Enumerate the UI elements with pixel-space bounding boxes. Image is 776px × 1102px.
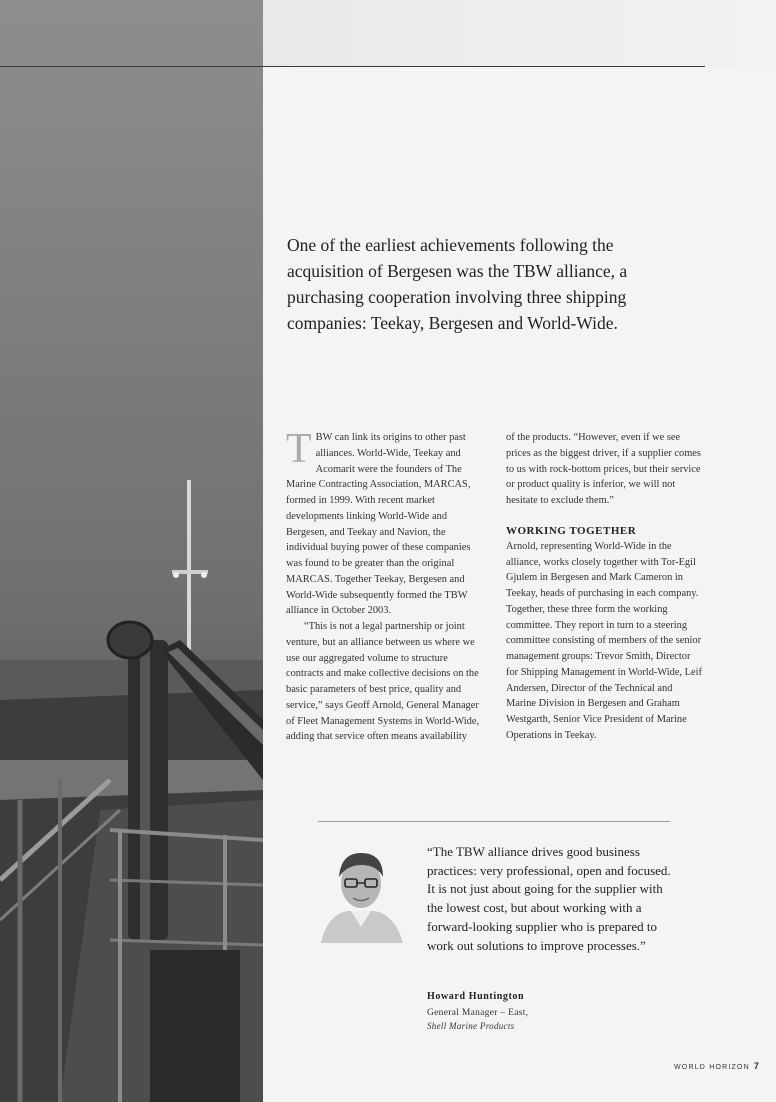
top-band <box>263 0 776 66</box>
person-portrait-illustration <box>317 843 405 943</box>
section-heading: WORKING TOGETHER <box>506 524 637 537</box>
paragraph: “This is not a legal partnership or joint venture, but an alliance between us where we use our aggregated volume to structure contracts and make collective decisions on the basic parameters of best price, quality and service,” says Geoff Arnold, General Manager of Fleet Management Systems in World-Wide, adding that service often means availability <box>286 621 480 743</box>
paragraph: of the products. “However, even if we see prices as the biggest driver, if a supplier comes to us with rock-bottom prices, but their service or product quality is inferior, we will not hesitate to exclude them.” <box>506 432 701 506</box>
paragraph: Arnold, representing World-Wide in the alliance, works closely together with Tor-Egil Gjulem in Bergesen and Mark Cameron in Teekay, heads of purchasing in each company. Together, these three form the working committee. They report in turn to a steering committee consisting of members of the senior management groups: Trevor Smith, Director for Shipping Management in World-Wide, Leif Andersen, Director of the Technical and Marine Division in Bergesen and Graham Westgarth, Senior Vice President of Marine Operations in Teekay. <box>506 540 702 741</box>
page-footer <box>674 1061 759 1071</box>
top-rule <box>0 66 705 67</box>
page-number: 7 <box>753 1061 759 1071</box>
publication-name: WORLD HORIZON <box>674 1064 750 1071</box>
ship-deck-photo <box>0 0 263 1102</box>
quote-author-company: Shell Marine Products <box>427 1021 515 1031</box>
headline: One of the earliest achievements following the acquisition of Bergesen was the TBW alliance, a purchasing cooperation involving three shipping companies: Teekay, Bergesen and World-Wide. <box>287 235 628 333</box>
portrait-photo <box>317 843 405 943</box>
article-column-left <box>286 426 484 745</box>
drop-cap: T <box>286 426 312 472</box>
quote-author-role: General Manager – East, <box>427 1008 529 1018</box>
quote-divider <box>318 821 670 822</box>
quote-author-name: Howard Huntington <box>427 991 525 1002</box>
pull-quote: “The TBW alliance drives good business practices: very professional, open and focused. It is not just about going for the supplier with the lowest cost, but about working with a forward-looking supplier who is prepared to work out solutions to improve processes.” <box>427 844 671 953</box>
paragraph: BW can link its origins to other past alliances. World-Wide, Teekay and Acomarit were the founders of The Marine Contracting Association, MARCAS, formed in 1999. With recent market developments linking World-Wide and Bergesen, and Teekay and Navion, the individual buying power of these companies was found to be greater than the original MARCAS. Together Teekay, Bergesen and World-Wide subsequently formed the TBW alliance in October 2003. <box>286 432 471 617</box>
article-column-right <box>506 430 704 744</box>
ship-deck-illustration <box>0 0 263 1102</box>
